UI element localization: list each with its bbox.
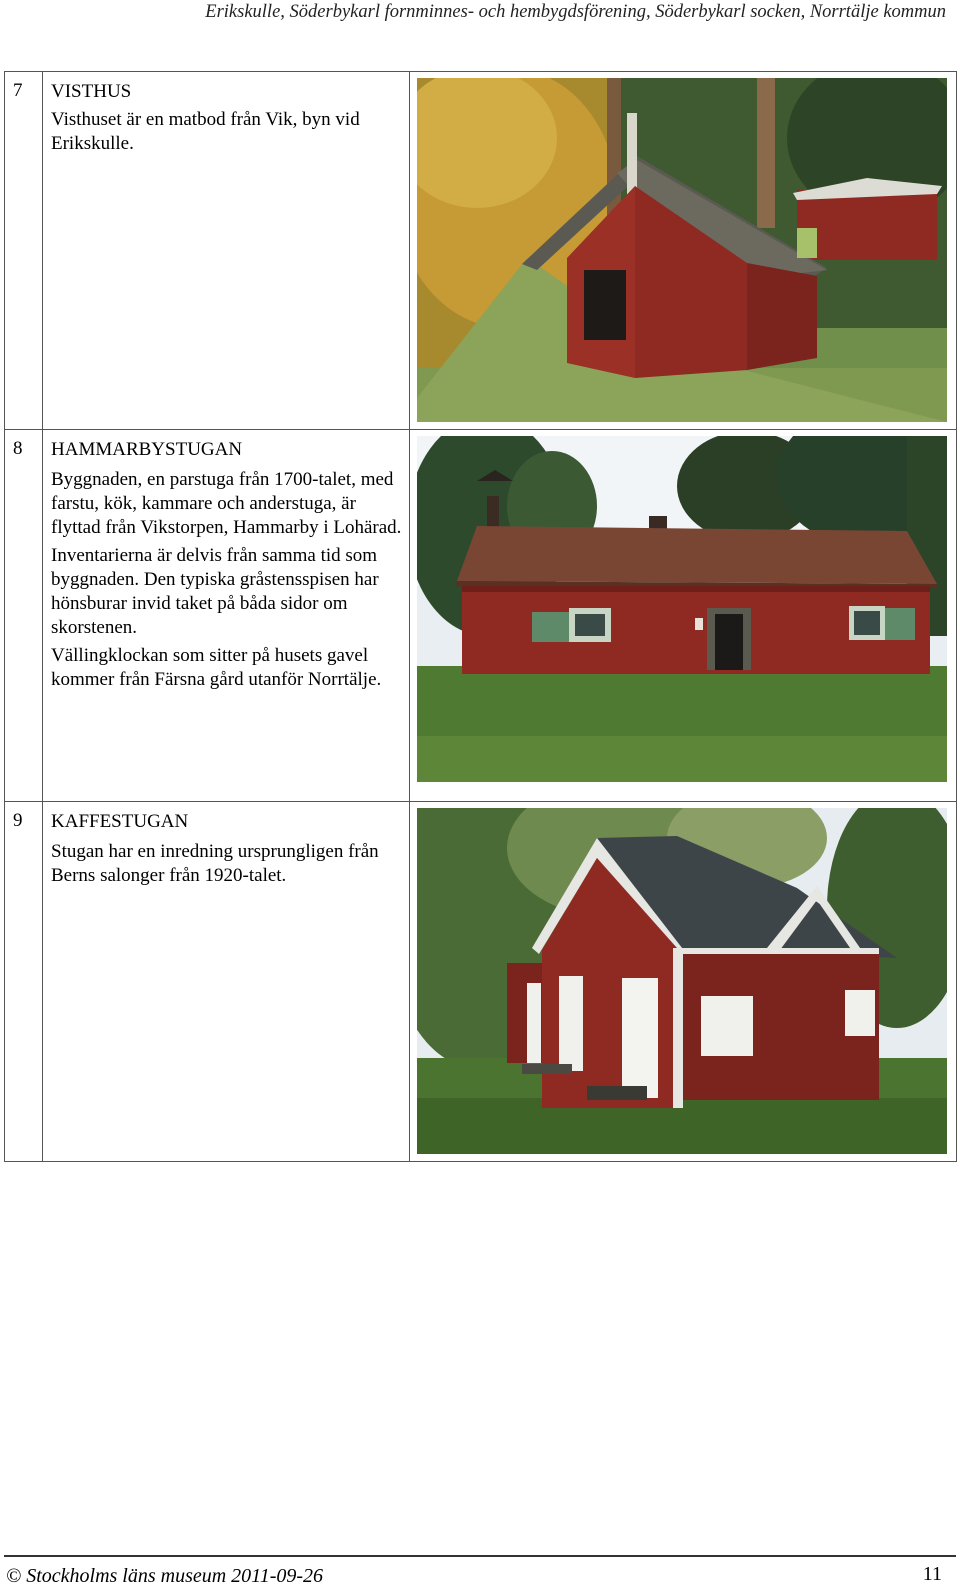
- table-row: [5, 802, 957, 1162]
- entry-paragraph: Visthuset är en matbod från Vik, byn vid Erikskulle.: [51, 109, 360, 154]
- entry-text-cell: [43, 72, 410, 430]
- page-header: [14, 0, 946, 28]
- entry-text-cell: [43, 430, 410, 802]
- entry-number: 9: [13, 810, 23, 831]
- footer-copyright: © Stockholms läns museum 2011-09-26: [6, 1565, 324, 1587]
- entry-paragraph: Vällingklockan som sitter på husets gavel kommer från Färsna gård utanför Norrtälje.: [51, 645, 382, 690]
- visthus-photo: [417, 78, 947, 422]
- page-number: 11: [922, 1563, 942, 1585]
- page-footer: [4, 1555, 956, 1593]
- entry-paragraph: Inventarierna är delvis från samma tid som byggnaden. Den typiska gråstensspisen har hönsburar invid taket på båda sidor om skorstenen.: [51, 545, 379, 638]
- entry-number-cell: [5, 430, 43, 802]
- entry-number-cell: [5, 72, 43, 430]
- entry-photo-cell: [410, 72, 957, 430]
- entry-photo-cell: [410, 802, 957, 1162]
- entry-paragraph: Byggnaden, en parstuga från 1700-talet, med farstu, kök, kammare och anderstuga, är flyttad från Vikstorpen, Hammarby i Lohärad.: [51, 469, 402, 538]
- entry-title: VISTHUS: [51, 81, 132, 102]
- entry-title: KAFFESTUGAN: [51, 811, 189, 832]
- table-row: [5, 72, 957, 430]
- header-title: Erikskulle, Söderbykarl fornminnes- och hembygdsförening, Söderbykarl socken, Norrtälje kommun: [205, 2, 946, 22]
- entries-table: [4, 71, 957, 1162]
- entry-photo-cell: [410, 430, 957, 802]
- entry-title: HAMMARBYSTUGAN: [51, 439, 243, 460]
- entry-number-cell: [5, 802, 43, 1162]
- kaffestugan-photo: [417, 808, 947, 1154]
- entry-text-cell: [43, 802, 410, 1162]
- hammarbystugan-photo: [417, 436, 947, 782]
- entry-number: 8: [13, 438, 23, 459]
- entry-number: 7: [13, 80, 23, 101]
- entry-paragraph: Stugan har en inredning ursprungligen från Berns salonger från 1920-talet.: [51, 841, 379, 886]
- table-row: [5, 430, 957, 802]
